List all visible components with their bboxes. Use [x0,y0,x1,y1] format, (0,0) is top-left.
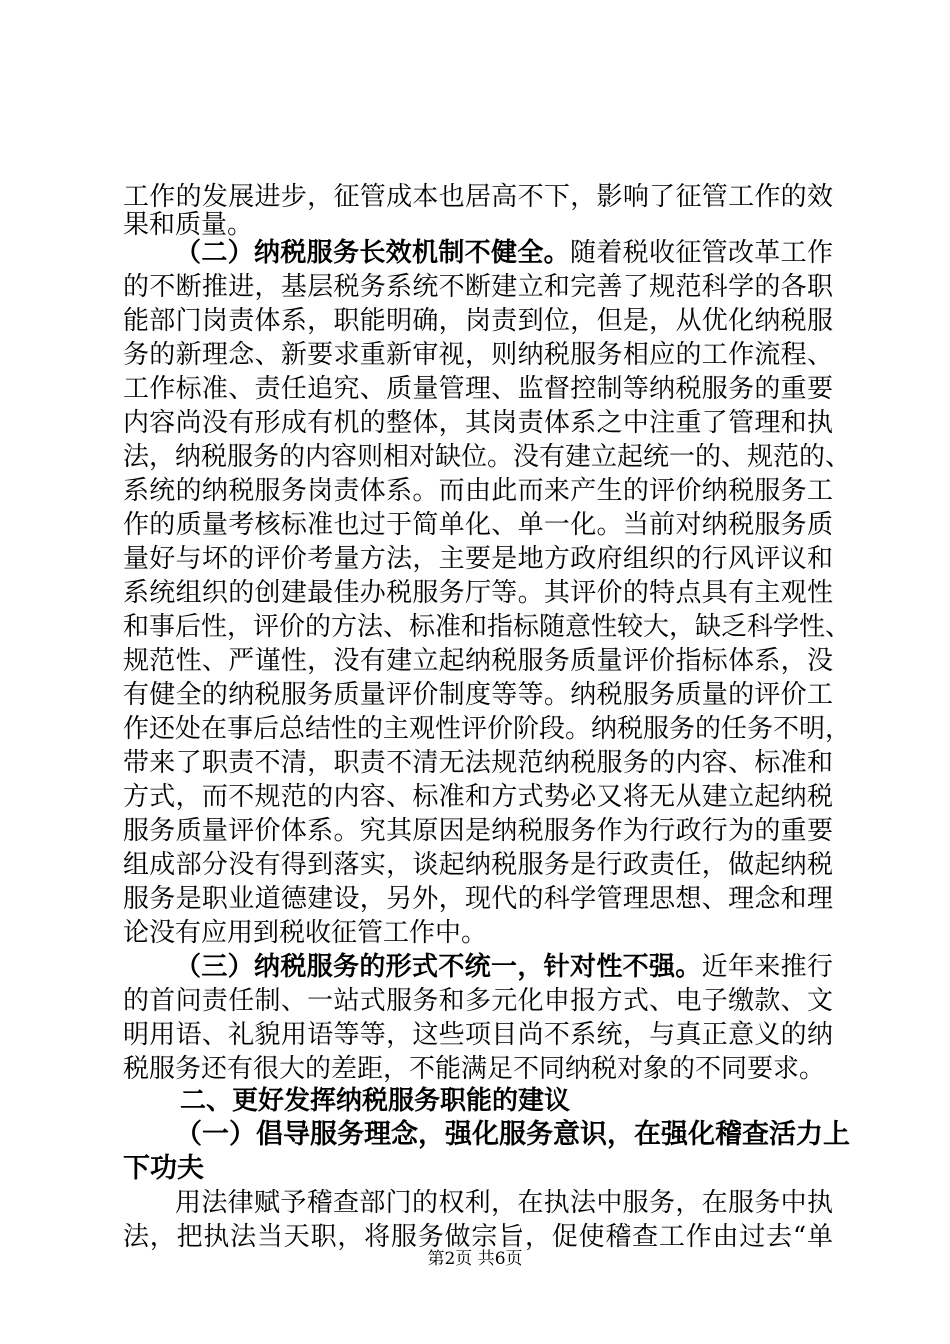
paragraph-line: 明用语、礼貌用语等等，这些项目尚不系统，与真正意义的纳 [123,1020,833,1050]
paragraph-line: 的不断推进，基层税务系统不断建立和完善了规范科学的各职 [123,272,833,302]
paragraph-line: 务的新理念、新要求重新审视，则纳税服务相应的工作流程、 [123,340,833,370]
page-footer: 第2页 共6页 [427,1249,523,1269]
paragraph-line: 论没有应用到税收征管工作中。 [123,918,488,948]
paragraph-line: 服务是职业道德建设，另外，现代的科学管理思想、理念和理 [123,884,833,914]
paragraph-line: 有健全的纳税服务质量评价制度等等。纳税服务质量的评价工 [123,680,833,710]
paragraph-text: 近年来推行 [701,952,833,982]
paragraph-line: 方式，而不规范的内容、标准和方式势必又将无从建立起纳税 [123,782,833,812]
paragraph-line: 的首问责任制、一站式服务和多元化申报方式、电子缴款、文 [123,986,833,1016]
paragraph-line: 作还处在事后总结性的主观性评价阶段。纳税服务的任务不明， [123,714,852,744]
section-heading-line [175,950,833,984]
paragraph-line: 系统的纳税服务岗责体系。而由此而来产生的评价纳税服务工 [123,476,833,506]
section-heading-line [175,236,833,270]
paragraph-line: 系统组织的创建最佳办税服务厅等。其评价的特点具有主观性 [123,578,833,608]
section-heading-bold: （二）纳税服务长效机制不健全。 [175,238,570,268]
subsection-heading: （一）倡导服务理念，强化服务意识，在强化稽查活力上 [175,1119,850,1150]
paragraph-line: 果和质量。 [123,210,254,240]
paragraph-line: 用法律赋予稽查部门的权利，在执法中服务，在服务中执 [175,1188,833,1218]
paragraph-line: 法，纳税服务的内容则相对缺位。没有建立起统一的、规范的、 [123,442,852,472]
paragraph-text: 随着税收征管改革工作 [569,238,833,268]
paragraph-line: 作的质量考核标准也过于简单化、单一化。当前对纳税服务质 [123,510,833,540]
paragraph-line: 工作标准、责任追究、质量管理、监督控制等纳税服务的重要 [123,374,833,404]
section-heading-bold: （三）纳税服务的形式不统一，针对性不强。 [175,952,702,982]
paragraph-line: 工作的发展进步，征管成本也居高不下，影响了征管工作的效 [123,182,833,212]
paragraph-line: 规范性、严谨性，没有建立起纳税服务质量评价指标体系，没 [123,646,833,676]
paragraph-line: 量好与坏的评价考量方法，主要是地方政府组织的行风评议和 [123,544,833,574]
paragraph-line: 法，把执法当天职，将服务做宗旨，促使稽查工作由过去“单 [123,1222,833,1252]
paragraph-line: 内容尚没有形成有机的整体，其岗责体系之中注重了管理和执 [123,408,833,438]
paragraph-line: 和事后性，评价的方法、标准和指标随意性较大，缺乏科学性、 [123,612,852,642]
subsection-heading-continued: 下功夫 [123,1153,204,1184]
chapter-heading: 二、更好发挥纳税服务职能的建议 [180,1086,571,1116]
paragraph-line: 组成部分没有得到落实，谈起纳税服务是行政责任，做起纳税 [123,850,833,880]
paragraph-line: 带来了职责不清，职责不清无法规范纳税服务的内容、标准和 [123,748,833,778]
paragraph-line: 能部门岗责体系，职能明确，岗责到位，但是，从优化纳税服 [123,306,833,336]
paragraph-line: 税服务还有很大的差距，不能满足不同纳税对象的不同要求。 [123,1054,826,1084]
paragraph-line: 服务质量评价体系。究其原因是纳税服务作为行政行为的重要 [123,816,833,846]
